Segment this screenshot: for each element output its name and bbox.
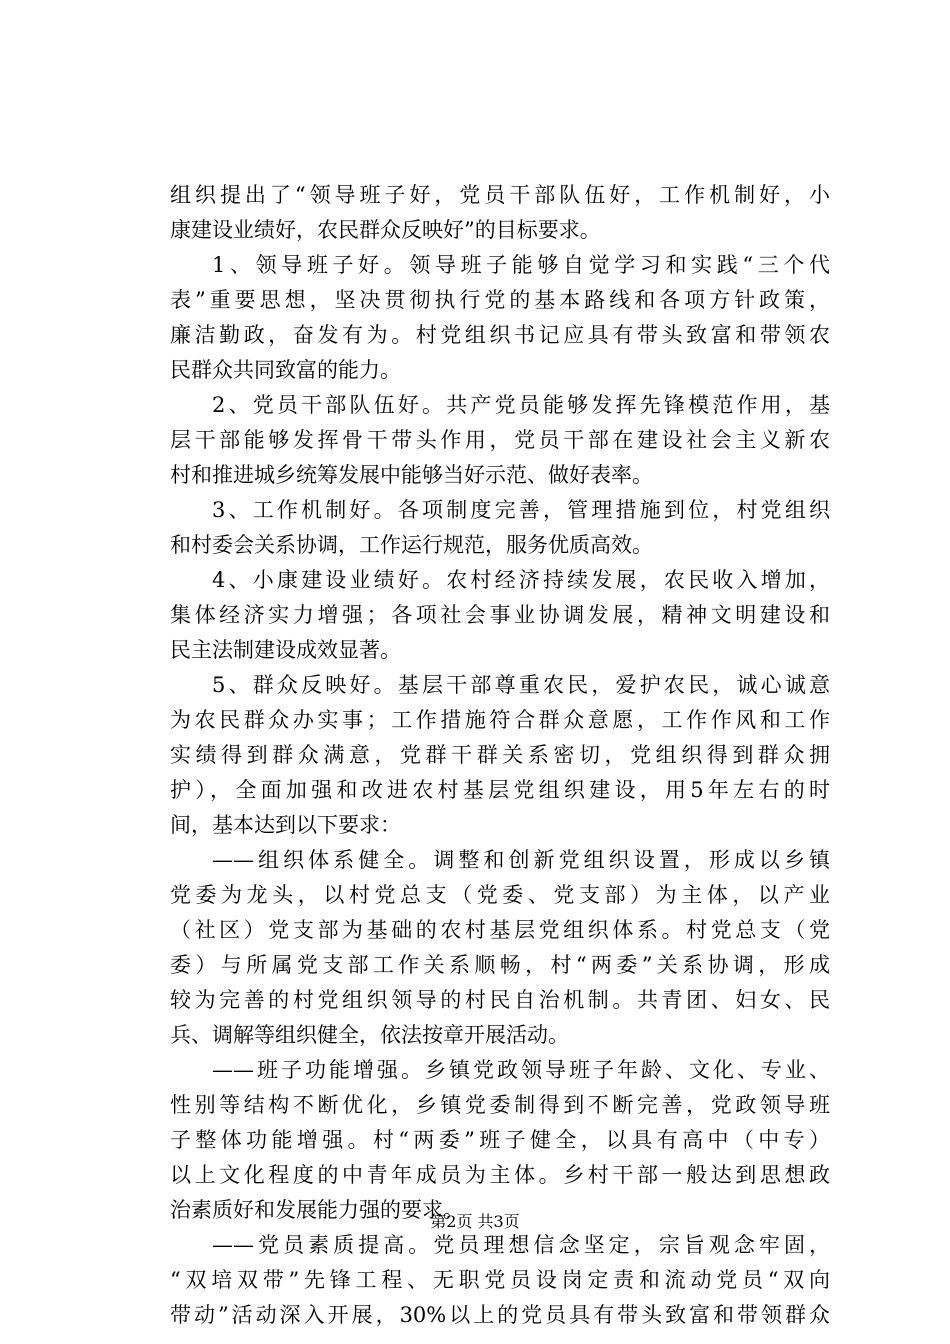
text-line: 康建设业绩好，农民群众反映好”的目标要求。 [170,218,601,242]
page-footer: 第2页 共3页 [430,1212,520,1231]
text-line: 护），全面加强和改进农村基层党组织建设，用5年左右的时 [170,778,830,802]
text-line: 性别等结构不断优化，乡镇党委制得到不断完善，党政领导班 [170,1093,830,1117]
text-line: 民主法制建设成效显著。 [170,638,401,662]
text-line: 兵、调解等组织健全，依法按章开展活动。 [170,1023,569,1047]
text-line: 以上文化程度的中青年成员为主体。乡村干部一般达到思想政 [170,1163,830,1187]
text-line: 和村委会关系协调，工作运行规范，服务优质高效。 [170,533,653,557]
text-line: 廉洁勤政，奋发有为。村党组织书记应具有带头致富和带领农 [170,323,830,347]
text-line: 带动”活动深入开展，30%以上的党员具有带头致富和带领群众 [170,1303,830,1327]
text-line: ——党员素质提高。党员理想信念坚定，宗旨观念牢固， [212,1233,830,1257]
text-line: 层干部能够发挥骨干带头作用，党员干部在建设社会主义新农 [170,428,830,452]
text-line: 2、党员干部队伍好。共产党员能够发挥先锋模范作用，基 [212,393,830,417]
text-line: 治素质好和发展能力强的要求。 [170,1198,464,1222]
text-line: 表”重要思想，坚决贯彻执行党的基本路线和各项方针政策， [170,288,830,312]
text-line: 民群众共同致富的能力。 [170,358,401,382]
text-line: 较为完善的村党组织领导的村民自治机制。共青团、妇女、民 [170,988,830,1012]
text-line: ——组织体系健全。调整和创新党组织设置，形成以乡镇 [212,848,830,872]
text-line: “双培双带”先锋工程、无职党员设岗定责和流动党员“双向 [170,1268,830,1292]
text-line: 组织提出了“领导班子好，党员干部队伍好，工作机制好，小 [170,183,830,207]
text-line: （社区）党支部为基础的农村基层党组织体系。村党总支（党 [170,918,830,942]
text-line: 1、领导班子好。领导班子能够自觉学习和实践“三个代 [212,253,830,277]
document-body [170,178,830,1333]
text-line: 委）与所属党支部工作关系顺畅，村“两委”关系协调，形成 [170,953,830,977]
text-line: 为农民群众办实事；工作措施符合群众意愿，工作作风和工作 [170,708,830,732]
text-line: 集体经济实力增强；各项社会事业协调发展，精神文明建设和 [170,603,830,627]
text-line: 5、群众反映好。基层干部尊重农民，爱护农民，诚心诚意 [212,673,830,697]
text-line: 村和推进城乡统筹发展中能够当好示范、做好表率。 [170,463,653,487]
text-line: 间，基本达到以下要求： [170,813,401,837]
text-line: 实绩得到群众满意，党群干群关系密切，党组织得到群众拥 [170,743,830,767]
text-line: 4、小康建设业绩好。农村经济持续发展，农民收入增加， [212,568,830,592]
text-line: 党委为龙头，以村党总支（党委、党支部）为主体，以产业 [170,883,830,907]
text-line: 3、工作机制好。各项制度完善，管理措施到位，村党组织 [212,498,830,522]
text-line: ——班子功能增强。乡镇党政领导班子年龄、文化、专业、 [212,1058,830,1082]
text-line: 子整体功能增强。村“两委”班子健全，以具有高中（中专） [170,1128,830,1152]
